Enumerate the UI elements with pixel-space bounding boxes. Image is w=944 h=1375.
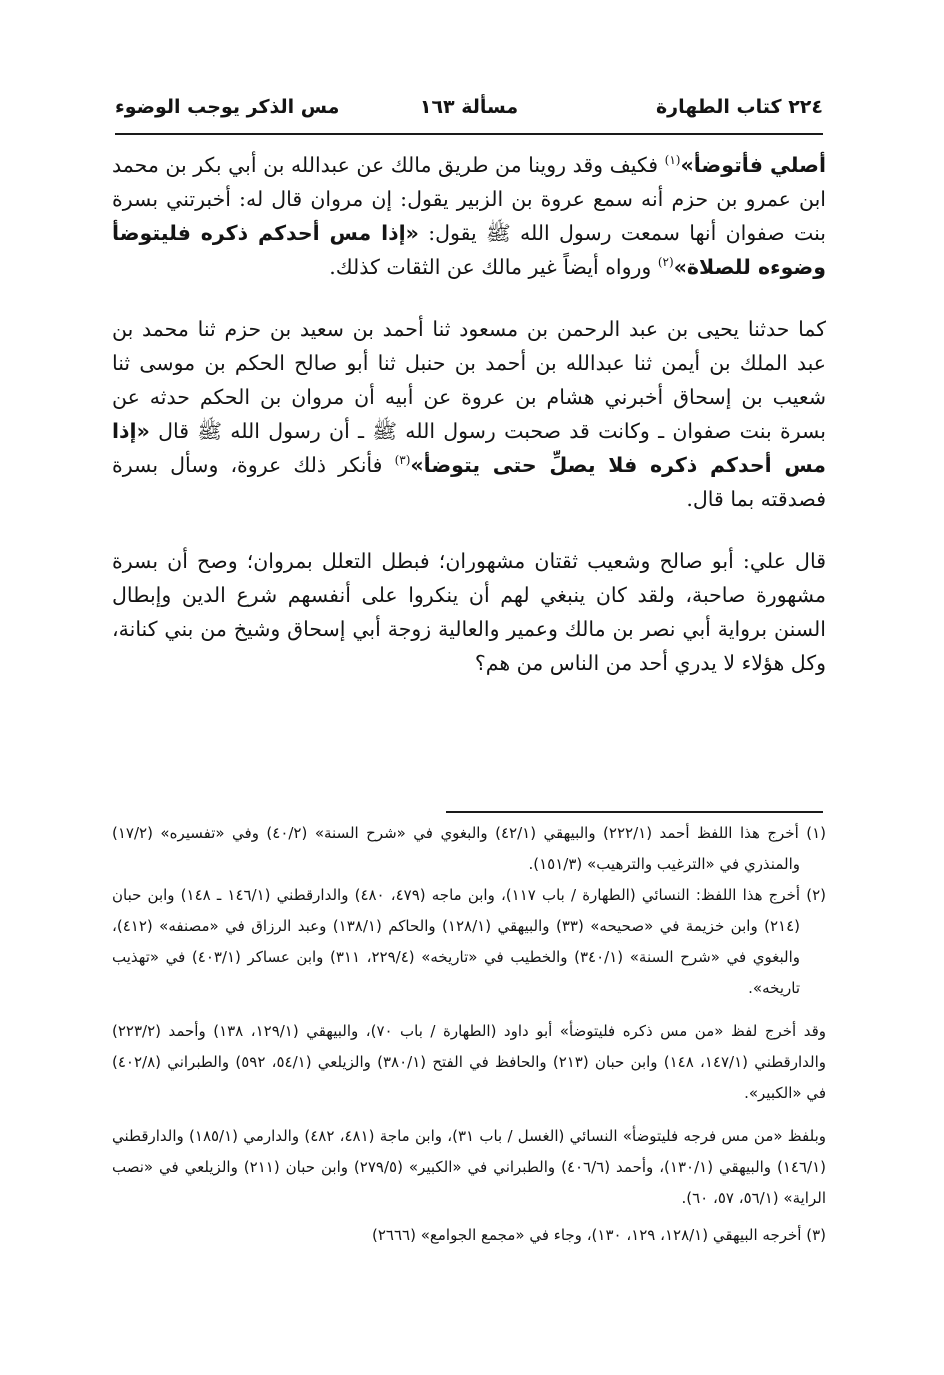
hadith-quote: «إذا مس أحدكم ذكره فليتوضأ وضوءه للصلاة» bbox=[112, 221, 826, 279]
page-number-book-title: ٢٢٤ كتاب الطهارة bbox=[655, 96, 823, 118]
main-text bbox=[112, 148, 826, 708]
text-run: ورواه أيضاً غير مالك عن الثقات كذلك. bbox=[329, 255, 658, 279]
issue-number: مسألة ١٦٣ bbox=[419, 96, 519, 118]
text-run: قال علي: أبو صالح وشعيب ثقتان مشهوران؛ فبطل التعلل بمروان؛ وصح أن بسرة مشهورة صاحبة، ولقد كان ينبغي لهم أن ينكروا على أنفسهم شرع الدين وإبطال السنن برواية أبي نصر بن مالك وعمير والعالية زوجة أبي إسحاق وشيخ من بني كنانة، وكل هؤلاء لا يدري أحد من الناس من هم؟ bbox=[112, 549, 826, 675]
footnotes bbox=[112, 818, 826, 1251]
header-rule bbox=[115, 133, 823, 135]
footnote-separator bbox=[446, 811, 823, 813]
section-topic: مس الذكر يوجب الوضوء bbox=[115, 96, 340, 118]
footnote-continuation: وبلفظ «من مس فرجه فليتوضأ» النسائي (الغسل / باب ٣١)، وابن ماجة (٤٨١، ٤٨٢) والدارمي (١٨٥/١) والدارقطني (١٤٦/١) والبيهقي (١٣٠/١)، وأحمد (٤٠٦/٦) والطبراني في «الكبير» (٢٧٩/٥) وابن حبان (٢١١) والزيلعي في «نصب الراية» (٥٦/١، ٥٧، ٦٠). bbox=[112, 1127, 827, 1207]
footnote: (١) أخرج هذا اللفظ أحمد (٢٢٢/١) والبيهقي (٤٢/١) والبغوي في «شرح السنة» (٤٠/٢) وفي «تفسيره» (١٧/٢) والمنذري في «الترغيب والترهيب» (١٥١/٣). bbox=[112, 824, 826, 873]
footnote-ref[interactable]: (١) bbox=[664, 153, 681, 168]
footnote: (٢) أخرج هذا اللفظ: النسائي (الطهارة / باب ١١٧)، وابن ماجه (٤٧٩، ٤٨٠) والدارقطني (١٤٦/١ ـ ١٤٨) وابن حبان (٢١٤) وابن خزيمة في «صحيحه» (٣٣) والبيهقي (١٢٨/١) والحاكم (١٣٨/١) وعبد الرزاق في «مصنفه» (٤١٢)، والبغوي في «شرح السنة» (٣٤٠/١) والخطيب في «تاريخه» (٢٢٩/٤، ٣١١) وابن عساكر (٤٠٣/١) في «تهذيب تاريخه». bbox=[112, 886, 826, 997]
footnote-continuation: وقد أخرج لفظ «من مس ذكره فليتوضأ» أبو داود (الطهارة / باب ٧٠)، والبيهقي (١٢٩/١، ١٣٨) وأحمد (٢٢٣/٢) والدارقطني (١٤٧/١، ١٤٨) وابن حبان (٢١٣) والحافظ في الفتح (٣٨٠/١) والزيلعي (٥٤/١، ٥٩٢) والطبراني (٤٠٢/٨) في «الكبير». bbox=[112, 1022, 826, 1102]
hadith-quote: «إذا مس أحدكم ذكره فلا يصلِّ حتى يتوضأ» bbox=[112, 419, 826, 477]
paragraph bbox=[112, 148, 826, 284]
hadith-quote: أصلي فأتوضأ» bbox=[680, 153, 826, 177]
text-run: فكيف وقد روينا من طريق مالك عن عبدالله بن أبي بكر بن محمد ابن عمرو بن حزم أنه سمع عروة بن الزبير يقول: إن مروان قال له: أخبرتني بسرة بنت صفوان أنها سمعت رسول الله ﷺ يقول: bbox=[112, 153, 826, 245]
footnote-ref[interactable]: (٣) bbox=[394, 453, 411, 468]
paragraph bbox=[112, 544, 826, 680]
text-run: فأنكر ذلك عروة، وسأل بسرة فصدقته بما قال. bbox=[112, 453, 826, 511]
footnote: (٣) أخرجه البيهقي (١٢٨/١، ١٢٩، ١٣٠)، وجاء في «مجمع الجوامع» (٢٦٦٦) bbox=[372, 1226, 826, 1244]
paragraph bbox=[112, 312, 826, 516]
text-run: كما حدثنا يحيى بن عبد الرحمن بن مسعود ثنا أحمد بن سعيد بن حزم ثنا محمد بن عبد الملك بن أيمن ثنا عبدالله بن أحمد بن حنبل ثنا أبو صالح الحكم بن موسى ثنا شعيب بن إسحاق أخبرني هشام بن عروة عن أبيه أن مروان بن الحكم حدثه عن بسرة بنت صفوان ـ وكانت قد صحبت رسول الله ﷺ ـ أن رسول الله ﷺ قال bbox=[112, 317, 826, 443]
footnote-ref[interactable]: (٢) bbox=[657, 255, 674, 270]
running-header bbox=[115, 96, 823, 130]
